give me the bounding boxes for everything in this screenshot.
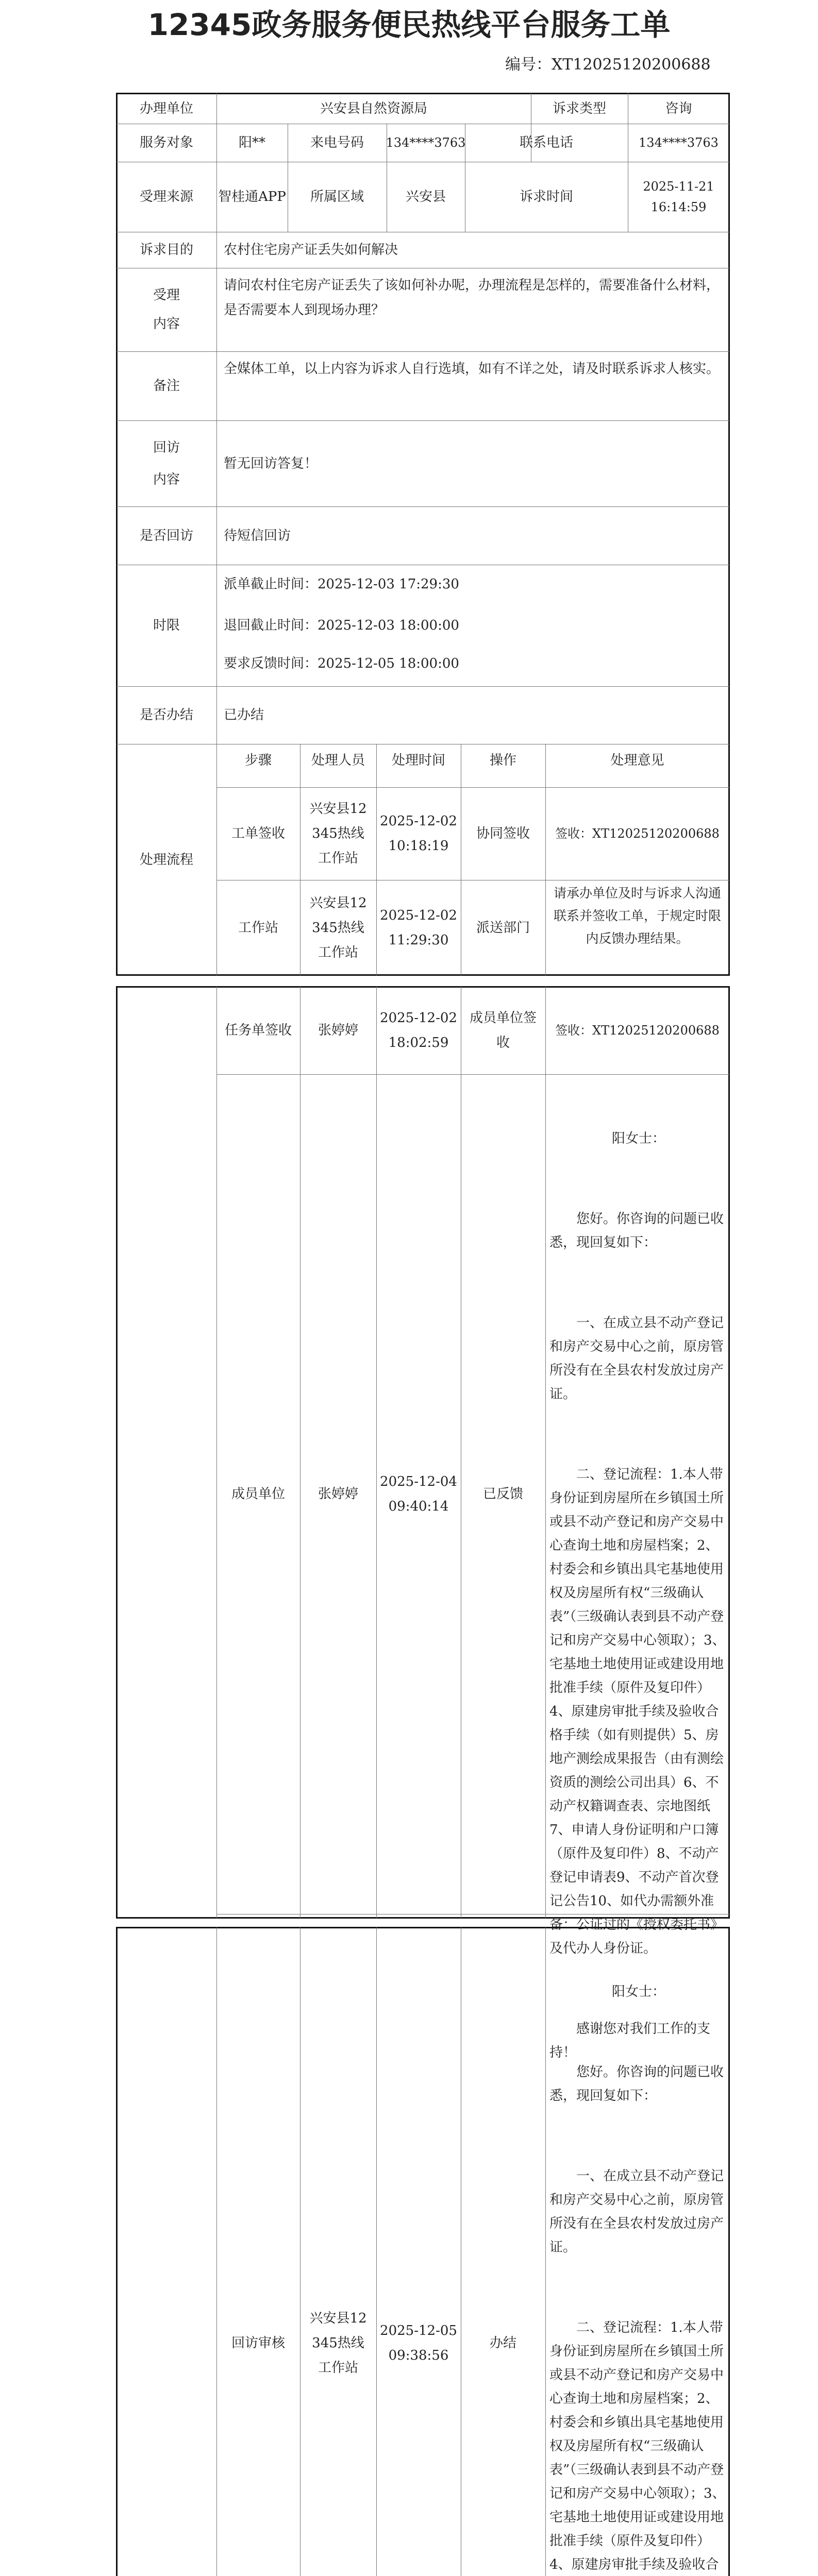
- limit-feedback: 要求反馈时间：2025-12-05 18:00:00: [224, 656, 459, 671]
- process-label: 处理流程: [139, 852, 193, 868]
- purpose-value: 农村住宅房产证丢失如何解决: [224, 242, 398, 258]
- step-cell: 任务单签收: [224, 1023, 292, 1038]
- action-cell: 办结: [489, 2335, 516, 2351]
- time-date: 2025-12-02: [380, 907, 457, 923]
- target-value: 阳**: [238, 135, 265, 150]
- time-date: 2025-12-02: [380, 814, 457, 829]
- step-cell: 成员单位: [231, 1486, 285, 1502]
- area-value: 兴安县: [405, 189, 446, 205]
- area-label: 所属区域: [310, 189, 364, 205]
- handler-cell: 张婷婷: [318, 1486, 358, 1502]
- contact-value: 134****3763: [639, 135, 719, 150]
- limit-dispatch: 派单截止时间：2025-12-03 17:29:30: [224, 577, 459, 592]
- note-label: 备注: [153, 378, 180, 394]
- step-cell: 回访审核: [231, 2335, 285, 2351]
- opinion-cell: 签收：XT12025120200688: [555, 826, 720, 841]
- reply-greeting: 阳女士：: [611, 1131, 665, 1146]
- header-opinion: 处理意见: [610, 753, 664, 768]
- handler-cell: 兴安县12345热线工作站: [309, 2310, 367, 2376]
- reply-paragraph-3: 二、登记流程：1.本人带身份证到房屋所在乡镇国土所或县不动产登记和房产交易中心查询土地和房屋档案；2、村委会和乡镇出具宅基地使用权及房屋所有权“三级确认表”（三级确认表到县不动产登记和房产交易中心领取）；3、宅基地土地使用证或建设用地批准手续（原件及复印件）4、原建房审批手续及验收合: [549, 2320, 726, 2572]
- source-value: 智桂通APP: [218, 189, 286, 205]
- content-label-line-2: 内容: [153, 316, 180, 332]
- caller-value: 134****3763: [386, 135, 466, 150]
- handler-cell: 兴安县12345热线工作站: [309, 895, 367, 960]
- time-cell: [376, 987, 461, 1074]
- revisit-label-line-1: 回访: [153, 439, 180, 455]
- opinion-cell: 签收：XT12025120200688: [555, 1023, 720, 1038]
- done-label: 是否办结: [139, 707, 193, 723]
- action-cell: 派送部门: [476, 920, 530, 936]
- limit-return: 退回截止时间：2025-12-03 18:00:00: [224, 618, 459, 633]
- time-date: 2025-12-02: [380, 1010, 457, 1026]
- reply-greeting: 阳女士：: [611, 1984, 665, 1999]
- step-cell: 工作站: [238, 920, 278, 936]
- reply-closing: 感谢您对我们工作的支持！: [549, 2021, 711, 2060]
- time-clock: 11:29:30: [388, 932, 449, 948]
- action-cell: 协同签收: [476, 826, 530, 841]
- caller-label: 来电号码: [310, 135, 364, 150]
- header-step: 步骤: [244, 753, 272, 768]
- time-date: 2025-12-05: [380, 2323, 457, 2338]
- handler-cell: 兴安县12345热线工作站: [309, 801, 367, 866]
- document-title: 12345政务服务便民热线平台服务工单: [147, 7, 671, 42]
- content-value: 请问农村住宅房产证丢失了该如何补办呢，办理流程是怎样的，需要准备什么材料，是否需要本人到现场办理？: [224, 278, 720, 318]
- content-label: [116, 268, 216, 351]
- time-value-time: 16:14:59: [650, 200, 707, 214]
- step-cell: 工单签收: [231, 826, 285, 841]
- time-value-date: 2025-11-21: [643, 179, 714, 194]
- reply-paragraph-3: 二、登记流程：1.本人带身份证到房屋所在乡镇国土所或县不动产登记和房产交易中心查询土地和房屋档案；2、村委会和乡镇出具宅基地使用权及房屋所有权“三级确认表”（三级确认表到县不动产登记和房产交易中心领取）；3、宅基地土地使用证或建设用地批准手续（原件及复印件）4、原建房审批手续及验收合格手续（如有则提供）5、房地产测绘成果报告（由有测绘资质的测绘公司出具）6、不动产权籍调查表、宗地图纸7、申请人身份证明和户口簿（原件及复印件）8、不动产登记申请表9、不动产首次登记公告10、如代办需额外准备：公证过的《授权委托书》及代办人身份证。: [549, 1467, 726, 1956]
- revisited-label: 是否回访: [139, 528, 193, 544]
- action-cell: 成员单位签收: [469, 1010, 537, 1050]
- revisited-value: 待短信回访: [224, 528, 291, 544]
- time-cell: [376, 880, 461, 975]
- contact-label: 联系电话: [519, 135, 573, 150]
- header-action: 操作: [489, 753, 516, 768]
- office-label: 办理单位: [139, 100, 193, 116]
- office-value: 兴安县自然资源局: [320, 100, 427, 116]
- work-order-number: [505, 54, 711, 76]
- time-label: 诉求时间: [519, 189, 573, 205]
- purpose-label: 诉求目的: [139, 242, 193, 258]
- opinion-cell: 请承办单位及时与诉求人沟通联系并签收工单，于规定时限内反馈办理结果。: [553, 886, 721, 946]
- time-clock: 09:38:56: [388, 2347, 449, 2363]
- type-value: 咨询: [665, 100, 692, 116]
- time-date: 2025-12-04: [380, 1474, 457, 1489]
- limit-label: 时限: [153, 618, 180, 633]
- target-label: 服务对象: [139, 135, 193, 150]
- source-label: 受理来源: [139, 189, 193, 205]
- note-value: 全媒体工单，以上内容为诉求人自行选填，如有不详之处，请及时联系诉求人核实。: [224, 361, 720, 377]
- serial-label: 编号：: [505, 56, 552, 74]
- time-value: [628, 162, 729, 232]
- serial-value: XT12025120200688: [552, 56, 711, 74]
- done-value: 已办结: [224, 707, 264, 723]
- content-label-line-1: 受理: [153, 287, 180, 303]
- time-cell: [376, 1927, 461, 2576]
- time-cell: [376, 787, 461, 880]
- header-time: 处理时间: [391, 753, 445, 768]
- time-clock: 09:40:14: [388, 1499, 449, 1514]
- time-clock: 18:02:59: [388, 1035, 449, 1050]
- time-cell: [376, 1074, 461, 1914]
- time-clock: 10:18:19: [388, 838, 449, 854]
- handler-cell: 张婷婷: [318, 1023, 358, 1038]
- reply-text-feedback: [549, 1079, 728, 2060]
- reply-paragraph-2: 一、在成立县不动产登记和房产交易中心之前，原房管所没有在全县农村发放过房产证。: [549, 1315, 724, 1402]
- revisit-label: [116, 420, 216, 506]
- reply-text-review: [549, 1933, 728, 2576]
- revisit-label-line-2: 内容: [153, 471, 180, 487]
- reply-paragraph-1: 您好。你咨询的问题已收悉，现回复如下：: [549, 2064, 724, 2104]
- type-label: 诉求类型: [552, 100, 606, 116]
- header-handler: 处理人员: [311, 753, 365, 768]
- revisit-value: 暂无回访答复！: [224, 455, 318, 471]
- action-cell: 已反馈: [482, 1486, 523, 1502]
- reply-paragraph-2: 一、在成立县不动产登记和房产交易中心之前，原房管所没有在全县农村发放过房产证。: [549, 2168, 724, 2255]
- reply-paragraph-1: 您好。你咨询的问题已收悉，现回复如下：: [549, 1211, 724, 1250]
